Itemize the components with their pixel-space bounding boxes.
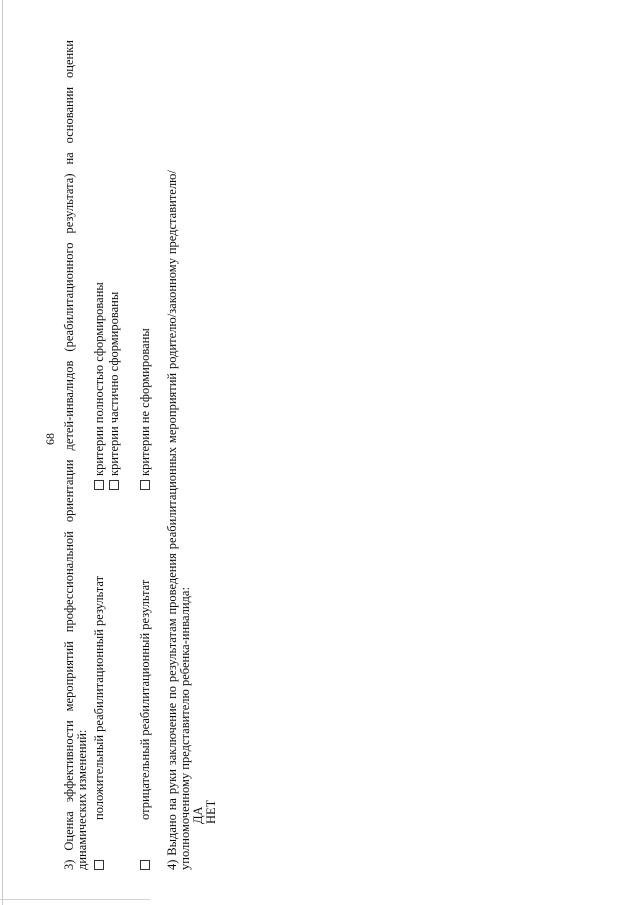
- negative-result-row: [138, 328, 152, 870]
- section-4-word: реабилитационных: [165, 446, 179, 550]
- section-4-word: заключение: [165, 702, 179, 766]
- section-4-word: проведения: [165, 553, 179, 615]
- section-4-word: по: [165, 685, 179, 699]
- section-4-heading-line-2: уполномоченному представителю ребенка-инвалида:: [178, 587, 192, 870]
- negative-result-label: отрицательный реабилитационный результат: [138, 579, 152, 820]
- criteria-fully-formed-checkbox[interactable]: [93, 480, 106, 490]
- rotated-document-body: [62, 30, 218, 870]
- negative-result-checkbox[interactable]: [140, 860, 150, 870]
- scan-left-edge-line: [2, 0, 3, 905]
- section-4-word: представителю/: [165, 170, 179, 255]
- section-4-word: Выдано: [165, 814, 179, 856]
- scan-bottom-edge-line: [0, 899, 150, 900]
- positive-result-row: [92, 282, 106, 870]
- section-4-word: результатам: [165, 618, 179, 683]
- criteria-fully-formed-label: критерии полностью сформированы: [92, 282, 106, 476]
- section-4-word: родителю/законному: [165, 258, 179, 370]
- answer-no[interactable]: НЕТ: [204, 799, 218, 824]
- section-4-word: 4): [165, 859, 179, 870]
- section-4-word: мероприятий: [165, 372, 179, 444]
- criteria-partially-formed-label: критерии частично сформированы: [107, 291, 121, 476]
- section-4-word: руки: [165, 769, 179, 795]
- answer-yes[interactable]: ДА: [191, 806, 205, 824]
- criteria-partially-formed-checkbox[interactable]: [108, 480, 121, 490]
- section-3-heading: 3) Оценка эффективности мероприятий профессиональной ориентации детей-инвалидов (реабилитационного результата) на основании оценки динамических изменений:: [62, 40, 89, 870]
- section-4-word: на: [165, 798, 179, 811]
- criteria-not-formed-checkbox[interactable]: [139, 480, 152, 490]
- positive-result-checkbox[interactable]: [94, 860, 104, 870]
- positive-result-label: положительный реабилитационный результат: [92, 575, 106, 820]
- criteria-not-formed-label: критерии не сформированы: [138, 328, 152, 476]
- page-number: 68: [43, 433, 57, 445]
- section-4: [165, 170, 218, 870]
